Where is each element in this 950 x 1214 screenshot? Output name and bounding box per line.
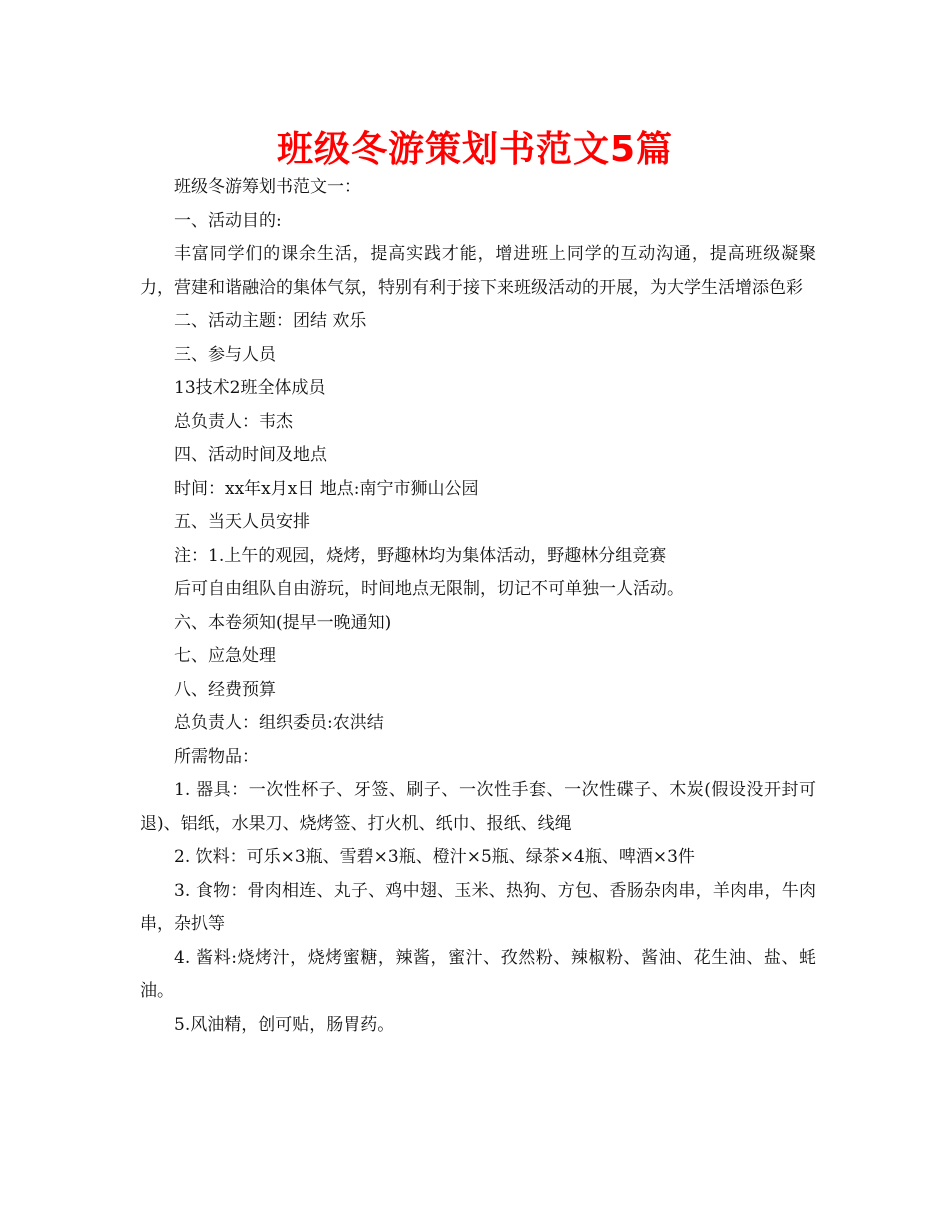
list-item-medicine: 5.风油精，创可贴，肠胃药。: [174, 1014, 395, 1035]
paragraph-budget-leader: 总负责人：组织委员:农洪结: [174, 713, 384, 733]
section-heading-budget: 八、经费预算: [174, 679, 276, 700]
section-heading-emergency: 七、应急处理: [174, 646, 276, 666]
section-heading-time-place: 四、活动时间及地点: [174, 445, 327, 465]
section-heading-participants: 三、参与人员: [174, 344, 276, 365]
paragraph-arrangement-free: 后可自由组队自由游玩，时间地点无限制，切记不可单独一人活动。: [174, 579, 684, 599]
document-body: [140, 171, 816, 1042]
paragraph-arrangement-note: 注：1.上午的观园，烧烤，野趣林均为集体活动，野趣林分组竞赛: [174, 545, 667, 566]
section-heading-purpose: 一、活动目的:: [174, 210, 282, 231]
paragraph-purpose: 丰富同学们的课余生活，提高实践才能，增进班上同学的互动沟通，提高班级凝聚力，营建和谐融洽的集体气氛，特别有利于接下来班级活动的开展，为大学生活增添色彩: [140, 244, 816, 298]
document-title: 班级冬游策划书范文5篇: [276, 129, 674, 170]
paragraph-leader: 总负责人：韦杰: [174, 411, 293, 432]
paragraph-items-heading: 所需物品：: [174, 746, 259, 767]
list-item-sauces: 4. 酱料:烧烤汁，烧烤蜜糖，辣酱，蜜汁、孜然粉、辣椒粉、酱油、花生油、盐、蚝油。: [140, 947, 816, 1001]
paragraph-intro: 班级冬游筹划书范文一：: [174, 177, 361, 197]
list-item-drinks: 2. 饮料：可乐×3瓶、雪碧×3瓶、橙汁×5瓶、绿茶×4瓶、啤酒×3件: [174, 847, 695, 867]
list-item-tools: 1. 器具：一次性杯子、牙签、刷子、一次性手套、一次性碟子、木炭(假设没开封可退)、铝纸，水果刀、烧烤签、打火机、纸巾、报纸、线绳: [140, 780, 816, 834]
paragraph-time-place: 时间：xx年x月x日 地点:南宁市狮山公园: [174, 478, 479, 499]
section-heading-theme: 二、活动主题：团结 欢乐: [174, 311, 367, 331]
section-heading-arrangement: 五、当天人员安排: [174, 512, 310, 532]
list-item-food: 3. 食物：骨肉相连、丸子、鸡中翅、玉米、热狗、方包、香肠杂肉串，羊肉串，牛肉串，杂扒等: [140, 880, 816, 934]
section-heading-notice: 六、本卷须知(提早一晚通知): [174, 612, 392, 633]
paragraph-participants: 13技术2班全体成员: [174, 378, 326, 398]
